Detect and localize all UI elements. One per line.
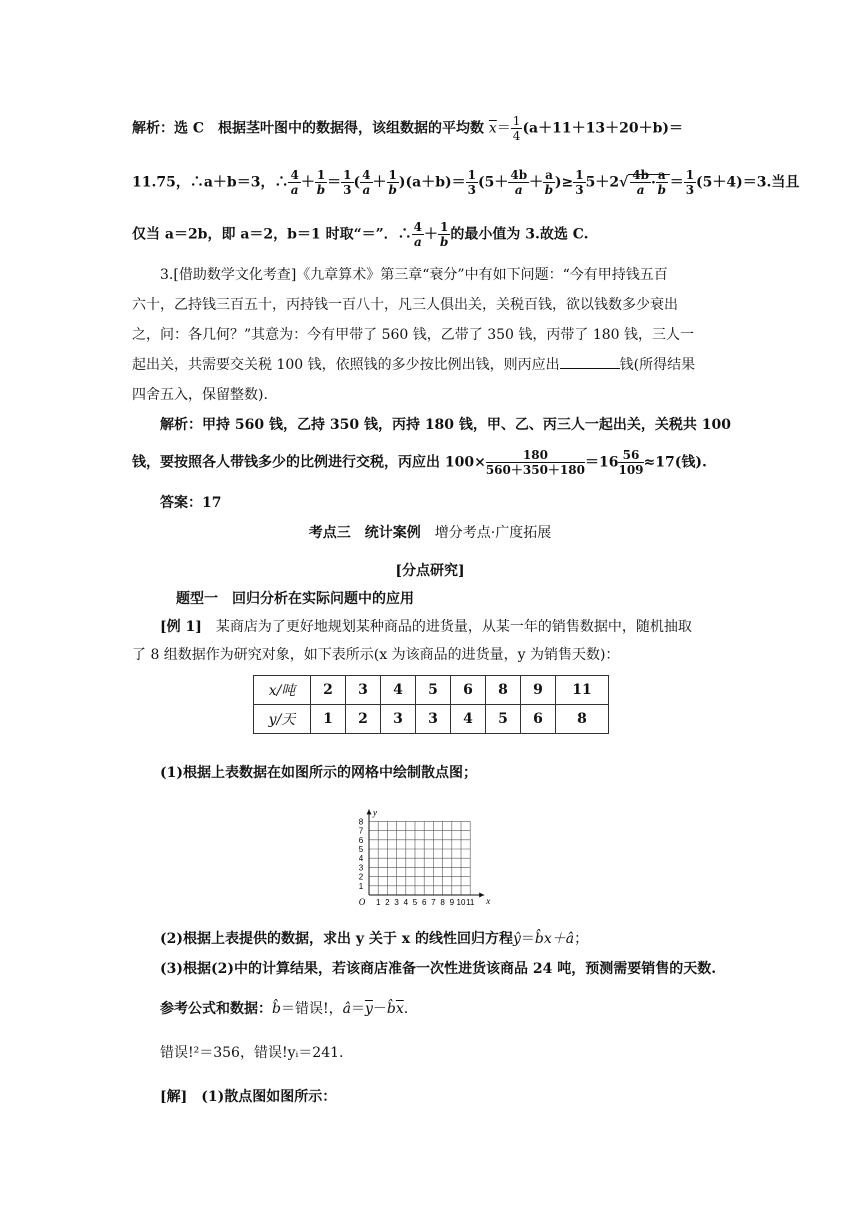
frac-4b-a bbox=[508, 168, 529, 197]
x-tick-label: 4 bbox=[403, 898, 409, 907]
solution-line bbox=[160, 1086, 336, 1108]
y-tick-label: 8 bbox=[358, 817, 364, 827]
scatter-grid bbox=[355, 793, 555, 913]
fraction-quarter bbox=[511, 114, 523, 143]
num: 180 bbox=[486, 448, 585, 463]
question-3-line-5: 四舍五入，保留整数). bbox=[132, 387, 268, 403]
den: 560＋350＋180 bbox=[485, 463, 585, 477]
t4: 5＋2 bbox=[585, 174, 620, 191]
y-tick-label: 5 bbox=[358, 845, 364, 854]
origin-label: O bbox=[358, 897, 366, 907]
solution-3-line-2 bbox=[132, 448, 707, 477]
den: b bbox=[657, 183, 666, 197]
ref-b: ＝错误!， bbox=[280, 1001, 343, 1017]
den: 3 bbox=[685, 183, 695, 197]
frac-a-b-s bbox=[656, 168, 668, 197]
x-bar: $\overline{x}$ bbox=[488, 120, 497, 137]
l2c: ≈17(钱). bbox=[643, 454, 707, 471]
ref-c: ＝ bbox=[350, 1001, 365, 1017]
q2-eq: ＝ bbox=[520, 931, 535, 947]
num: 1 bbox=[512, 114, 521, 128]
num: 1 bbox=[343, 168, 352, 182]
answer-17: 答案：17 bbox=[160, 495, 222, 511]
frac-4b-a-s bbox=[630, 168, 651, 197]
frac-1-3-b bbox=[466, 168, 478, 197]
den: a bbox=[636, 183, 645, 197]
y-tick-label: 2 bbox=[358, 872, 364, 882]
y-tick-label: 4 bbox=[358, 854, 364, 864]
table-cell: 6 bbox=[521, 705, 556, 734]
analysis-line-1 bbox=[132, 114, 683, 143]
l4b: 钱(所得结果 bbox=[619, 357, 696, 373]
sqrt-term: $\frac{4b}{a}\cdot$ $\frac{a}{b}$ bbox=[628, 174, 669, 191]
line3-start: 仅当 a＝2b，即 a＝2，b＝1 时取“＝”．∴ bbox=[132, 226, 412, 243]
y-tick-label: 6 bbox=[358, 835, 364, 845]
den: 3 bbox=[467, 183, 476, 197]
num: 4 bbox=[362, 168, 371, 182]
table-cell: 8 bbox=[486, 676, 521, 705]
equals: ＝ bbox=[496, 120, 511, 137]
ref-label: 参考公式和数据： bbox=[160, 1001, 272, 1017]
eq1: ＝ bbox=[327, 174, 342, 191]
l2a: 钱，要按照各人带钱多少的比例进行交税，丙应出 100× bbox=[132, 454, 486, 471]
question-3-line-1: 3.[借助数学文化考查]《九章算术》第三章“衰分”中有如下问题：“今有甲持钱五百 bbox=[160, 267, 668, 283]
x-tick-label: 10 bbox=[456, 898, 466, 907]
eq5: ＝ bbox=[669, 174, 684, 191]
x-axis-label: x bbox=[486, 896, 491, 906]
num: 1 bbox=[316, 168, 326, 182]
table-cell: 6 bbox=[451, 676, 486, 705]
x-arrow bbox=[479, 893, 484, 898]
reference-formula: 参考公式和数据：b̂＝错误!，$â=\overline{y}-b̂\overline{x}$. bbox=[160, 1001, 409, 1017]
table-cell: 2 bbox=[311, 676, 346, 705]
den: b bbox=[316, 183, 326, 197]
solution-text: (1)散点图如图所示： bbox=[187, 1089, 337, 1105]
table-cell: 3 bbox=[381, 705, 416, 734]
geq: ≥ bbox=[561, 174, 574, 191]
ref-e: . bbox=[403, 1001, 409, 1017]
subsection-title: [分点研究] bbox=[395, 563, 465, 579]
section-title-text: 考点三 统计案例 bbox=[308, 525, 421, 541]
num: 1 bbox=[388, 168, 397, 182]
num: a bbox=[545, 168, 553, 182]
table-cell: 5 bbox=[486, 705, 521, 734]
table-cell: 9 bbox=[521, 676, 556, 705]
table-row-x bbox=[254, 676, 609, 705]
den: 3 bbox=[575, 183, 584, 197]
question-1: (1)根据上表数据在如图所示的网格中绘制散点图； bbox=[160, 765, 477, 781]
analysis-label: 解析： bbox=[132, 120, 174, 137]
x-tick-label: 2 bbox=[385, 898, 390, 907]
den: a bbox=[413, 235, 422, 249]
frac-4-a-e bbox=[412, 220, 424, 249]
table-cell: 4 bbox=[451, 705, 486, 734]
y-tick-label: 3 bbox=[358, 863, 364, 873]
table-cell: 4 bbox=[381, 676, 416, 705]
example-1-line-1 bbox=[160, 616, 692, 638]
frac-1-3 bbox=[341, 168, 353, 197]
y-arrow bbox=[367, 809, 372, 814]
question-3-line-3: 之，问：各几何？”其意为：今有甲带了 560 钱，乙带了 350 钱，丙带了 180 钱，三人一 bbox=[132, 327, 695, 343]
x-tick-label: 5 bbox=[412, 898, 418, 907]
l4a: 起出关，共需要交关税 100 钱，依照钱的多少按比例出钱，则丙应出 bbox=[132, 357, 560, 373]
frac-4-a-b bbox=[360, 168, 372, 197]
frac-4-a bbox=[288, 168, 300, 197]
table-row-y bbox=[254, 705, 609, 734]
frac-1-3-d bbox=[684, 168, 696, 197]
x-tick-label: 9 bbox=[449, 898, 455, 907]
num: 4b bbox=[510, 168, 528, 182]
frac-56-109 bbox=[618, 448, 643, 477]
error-line: 错误!²＝356，错误!yᵢ＝241. bbox=[160, 1045, 344, 1061]
den: 3 bbox=[343, 183, 352, 197]
x-tick-label: 1 bbox=[375, 898, 381, 907]
num: 1 bbox=[440, 220, 449, 234]
q2-text: (2)根据上表提供的数据，求出 y 关于 x 的线性回归方程 bbox=[160, 931, 513, 947]
den: b bbox=[440, 235, 449, 249]
y-tick-label: 7 bbox=[358, 826, 364, 836]
question-2: (2)根据上表提供的数据，求出 y 关于 x 的线性回归方程ŷ＝b̂x＋â； bbox=[160, 931, 589, 947]
y-axis-label: y bbox=[373, 807, 377, 818]
section-title bbox=[0, 522, 860, 542]
den: b bbox=[544, 183, 554, 197]
num: 4 bbox=[413, 220, 423, 234]
x-tick-label: 6 bbox=[421, 898, 427, 907]
table-cell: 1 bbox=[311, 705, 346, 734]
topic-heading: 题型一 回归分析在实际问题中的应用 bbox=[176, 591, 414, 607]
section-subtitle: 增分考点·广度拓展 bbox=[434, 525, 552, 541]
analysis-text: 选 C 根据茎叶图中的数据得，该组数据的平均数 bbox=[174, 120, 489, 137]
frac-1-b-2 bbox=[387, 168, 399, 197]
analysis-line-3: 仅当 a＝2b，即 a＝2，b＝1 时取“＝”．∴ $\frac{4}{a}+$ $\frac{1}{b}$的最小值为 3.故选 C. bbox=[132, 220, 589, 249]
table-head: y/天 bbox=[254, 705, 311, 734]
eq2: (a＋b)＝ bbox=[405, 174, 466, 191]
example-1-line-2: 了 8 组数据作为研究对象，如下表所示(x 为该商品的进货量，y 为销售天数)： bbox=[132, 647, 620, 663]
solution-3-line-1: 解析：甲持 560 钱，乙持 350 钱，丙持 180 钱，甲、乙、丙三人一起出关，关税共 100 bbox=[160, 417, 732, 433]
y-tick-label: 1 bbox=[358, 881, 364, 891]
num: 1 bbox=[575, 168, 584, 182]
x-tick-label: 11 bbox=[466, 898, 475, 907]
x-tick-label: 7 bbox=[431, 898, 436, 907]
num: 1 bbox=[467, 168, 476, 182]
line3-end: 的最小值为 3.故选 C. bbox=[450, 226, 589, 243]
ref-d: － bbox=[372, 1001, 387, 1017]
den: a bbox=[290, 183, 299, 197]
table-cell: 8 bbox=[556, 705, 609, 734]
num: 1 bbox=[685, 168, 695, 182]
num: a bbox=[657, 168, 666, 182]
t6: (5＋4)＝3.当且 bbox=[696, 174, 800, 191]
l2b: ＝16 bbox=[584, 454, 619, 471]
den: b bbox=[388, 183, 397, 197]
table-cell: 3 bbox=[346, 676, 381, 705]
line2-start: 11.75，∴a＋b＝3，∴ bbox=[132, 174, 289, 191]
num: 4b bbox=[632, 168, 650, 182]
x-tick-label: 3 bbox=[394, 898, 399, 907]
den: a bbox=[514, 183, 523, 197]
num: 56 bbox=[618, 448, 643, 463]
data-table bbox=[253, 675, 609, 734]
table-cell: 2 bbox=[346, 705, 381, 734]
q2-end: ； bbox=[574, 931, 589, 947]
den: 4 bbox=[512, 129, 521, 143]
example-text: 某商店为了更好地规划某种商品的进货量，从某一年的销售数据中，随机抽取 bbox=[201, 619, 692, 635]
mean-expression: (a＋11＋13＋20＋b)＝ bbox=[522, 120, 683, 137]
analysis-line-2: 11.75，∴a＋b＝3，∴ $\frac{4}{a}+$ $\frac{1}{b}=$ $\frac{1}{3}$ ( $\frac{4}{a}+$ $\frac{1}{b})(a+b)=$ $\frac{1}{3}$ (5＋ $\frac{4b}{a}+$ $\frac{a}{b})\ge$ $\frac{1}{3}$ 5＋2√ $\frac{4b}{a}\cdot$ $\frac{a}{b}$ ＝ $\frac{1}{3}$ (5＋4)＝3.当且 bbox=[132, 168, 800, 197]
question-3-line-2: 六十，乙持钱三百五十，丙持钱一百八十，凡三人俱出关，关税百钱，欲以钱数多少衰出 bbox=[132, 297, 678, 313]
den: a bbox=[362, 183, 371, 197]
frac-180 bbox=[486, 448, 585, 477]
solution-label: [解] bbox=[160, 1089, 188, 1105]
table-head: x/吨 bbox=[254, 676, 311, 705]
num: 4 bbox=[290, 168, 299, 182]
table-cell: 3 bbox=[416, 705, 451, 734]
den: 109 bbox=[618, 463, 644, 477]
q2-x: x＋ bbox=[543, 931, 566, 947]
example-label: [例 1] bbox=[160, 619, 202, 635]
frac-1-b-e bbox=[438, 220, 450, 249]
frac-1-b bbox=[315, 168, 327, 197]
frac-a-b bbox=[543, 168, 555, 197]
question-3-line-4 bbox=[132, 354, 695, 376]
question-3b: (3)根据(2)中的计算结果，若该商店准备一次性进货该商品 24 吨，预测需要销售的天数. bbox=[160, 961, 717, 977]
x-tick-label: 8 bbox=[440, 898, 445, 907]
table-cell: 5 bbox=[416, 676, 451, 705]
frac-1-3-c bbox=[573, 168, 585, 197]
answer-blank bbox=[560, 354, 620, 369]
table-cell: 11 bbox=[556, 676, 609, 705]
